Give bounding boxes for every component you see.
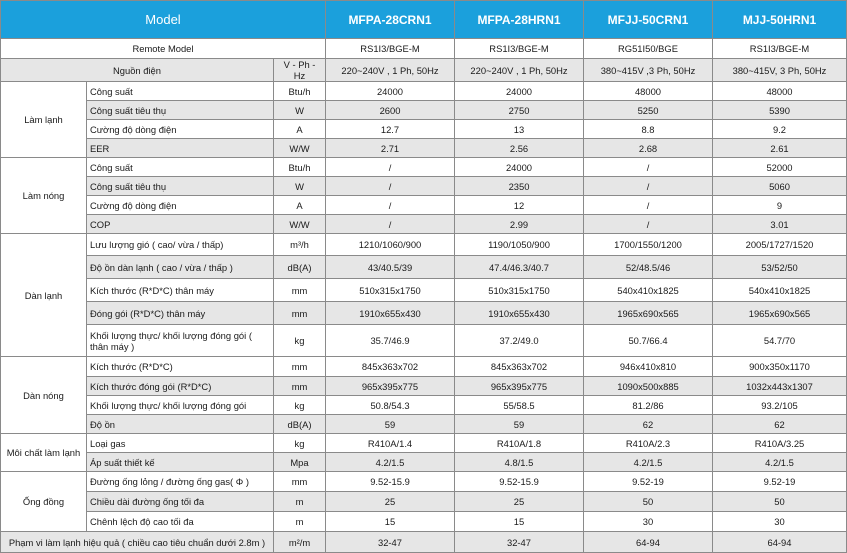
cell: 965x395x775 bbox=[326, 377, 455, 396]
cell: RS1I3/BGE-M bbox=[455, 39, 584, 59]
row-indoor-package bbox=[1, 302, 847, 325]
cell: 50 bbox=[713, 492, 847, 512]
cell: 540x410x1825 bbox=[713, 279, 847, 302]
cell: 900x350x1170 bbox=[713, 357, 847, 377]
unit: W bbox=[274, 101, 326, 120]
cell: 4.2/1.5 bbox=[584, 453, 713, 472]
cell: 13 bbox=[455, 120, 584, 139]
group-outdoor: Dàn nóng bbox=[1, 357, 87, 434]
cell: 946x410x810 bbox=[584, 357, 713, 377]
cell: 220~240V , 1 Ph, 50Hz bbox=[326, 59, 455, 82]
cell: 48000 bbox=[584, 82, 713, 101]
row-cooling-capacity bbox=[1, 82, 847, 101]
unit: m bbox=[274, 492, 326, 512]
row-label: Chiều dài đường ống tối đa bbox=[87, 492, 274, 512]
cell: 1190/1050/900 bbox=[455, 234, 584, 256]
row-label: Kích thước (R*D*C) bbox=[87, 357, 274, 377]
cell: 1210/1060/900 bbox=[326, 234, 455, 256]
cell: 54.7/70 bbox=[713, 325, 847, 357]
row-heating-cop bbox=[1, 215, 847, 234]
cell: 540x410x1825 bbox=[584, 279, 713, 302]
cell: RS1I3/BGE-M bbox=[326, 39, 455, 59]
unit: mm bbox=[274, 279, 326, 302]
model-3: MFJJ-50CRN1 bbox=[584, 1, 713, 39]
unit: Btu/h bbox=[274, 82, 326, 101]
cell: 2600 bbox=[326, 101, 455, 120]
cell: 9.52-19 bbox=[713, 472, 847, 492]
row-label: EER bbox=[87, 139, 274, 158]
row-heating-current bbox=[1, 196, 847, 215]
cell: 52/48.5/46 bbox=[584, 256, 713, 279]
cell: RG51I50/BGE bbox=[584, 39, 713, 59]
cell: 2.61 bbox=[713, 139, 847, 158]
cell: R410A/3.25 bbox=[713, 434, 847, 453]
row-label: Khối lượng thực/ khối lượng đóng gói ( thân máy ) bbox=[87, 325, 274, 357]
cell: 15 bbox=[455, 512, 584, 532]
unit: Btu/h bbox=[274, 158, 326, 177]
cell: 53/52/50 bbox=[713, 256, 847, 279]
unit: A bbox=[274, 120, 326, 139]
cell: 2.56 bbox=[455, 139, 584, 158]
group-indoor: Dàn lạnh bbox=[1, 234, 87, 357]
unit: V - Ph - Hz bbox=[274, 59, 326, 82]
cell: 62 bbox=[584, 415, 713, 434]
row-label: Độ ồn bbox=[87, 415, 274, 434]
cell: 9.2 bbox=[713, 120, 847, 139]
row-label: Đóng gói (R*D*C) thân máy bbox=[87, 302, 274, 325]
cell: 59 bbox=[455, 415, 584, 434]
cell: 47.4/46.3/40.7 bbox=[455, 256, 584, 279]
row-refrigerant-gas bbox=[1, 434, 847, 453]
row-cooling-eer bbox=[1, 139, 847, 158]
unit: W bbox=[274, 177, 326, 196]
remote-label: Remote Model bbox=[1, 39, 326, 59]
cell: 380~415V ,3 Ph, 50Hz bbox=[584, 59, 713, 82]
row-label: Công suất tiêu thụ bbox=[87, 177, 274, 196]
cell: 9.52-19 bbox=[584, 472, 713, 492]
model-4: MJJ-50HRN1 bbox=[713, 1, 847, 39]
cell: / bbox=[326, 158, 455, 177]
header-row bbox=[1, 1, 847, 39]
cell: / bbox=[584, 158, 713, 177]
row-indoor-noise bbox=[1, 256, 847, 279]
unit: mm bbox=[274, 472, 326, 492]
cell: 9 bbox=[713, 196, 847, 215]
cell: 2350 bbox=[455, 177, 584, 196]
cell: 4.8/1.5 bbox=[455, 453, 584, 472]
cell: 220~240V , 1 Ph, 50Hz bbox=[455, 59, 584, 82]
cell: 35.7/46.9 bbox=[326, 325, 455, 357]
cell: 43/40.5/39 bbox=[326, 256, 455, 279]
row-indoor-size bbox=[1, 279, 847, 302]
cell: 32-47 bbox=[326, 532, 455, 553]
unit: W/W bbox=[274, 139, 326, 158]
cell: 2750 bbox=[455, 101, 584, 120]
row-label: Chênh lệch độ cao tối đa bbox=[87, 512, 274, 532]
row-indoor-weight bbox=[1, 325, 847, 357]
cell: 50.7/66.4 bbox=[584, 325, 713, 357]
row-label: Cường độ dòng điện bbox=[87, 120, 274, 139]
unit: kg bbox=[274, 434, 326, 453]
row-label: Công suất bbox=[87, 82, 274, 101]
row-cooling-power bbox=[1, 101, 847, 120]
cell: 37.2/49.0 bbox=[455, 325, 584, 357]
row-label: Cường độ dòng điện bbox=[87, 196, 274, 215]
cell: / bbox=[326, 196, 455, 215]
row-piping-length bbox=[1, 492, 847, 512]
cell: R410A/1.4 bbox=[326, 434, 455, 453]
row-heating-power bbox=[1, 177, 847, 196]
cell: 50.8/54.3 bbox=[326, 396, 455, 415]
group-heating: Làm nóng bbox=[1, 158, 87, 234]
cell: 93.2/105 bbox=[713, 396, 847, 415]
cell: 32-47 bbox=[455, 532, 584, 553]
cell: RS1I3/BGE-M bbox=[713, 39, 847, 59]
cell: 1910x655x430 bbox=[455, 302, 584, 325]
row-refrigerant-pressure bbox=[1, 453, 847, 472]
row-label: COP bbox=[87, 215, 274, 234]
model-2: MFPA-28HRN1 bbox=[455, 1, 584, 39]
row-range bbox=[1, 532, 847, 553]
row-label: Công suất tiêu thụ bbox=[87, 101, 274, 120]
cell: 24000 bbox=[455, 82, 584, 101]
cell: 1700/1550/1200 bbox=[584, 234, 713, 256]
unit: mm bbox=[274, 357, 326, 377]
row-piping-diameter bbox=[1, 472, 847, 492]
model-1: MFPA-28CRN1 bbox=[326, 1, 455, 39]
cell: 55/58.5 bbox=[455, 396, 584, 415]
cell: 64-94 bbox=[713, 532, 847, 553]
cell: 1090x500x885 bbox=[584, 377, 713, 396]
cell: 380~415V, 3 Ph, 50Hz bbox=[713, 59, 847, 82]
power-label: Nguồn điện bbox=[1, 59, 274, 82]
cell: 59 bbox=[326, 415, 455, 434]
cell: 4.2/1.5 bbox=[713, 453, 847, 472]
unit: A bbox=[274, 196, 326, 215]
row-label: Đường ống lỏng / đường ống gas( Φ ) bbox=[87, 472, 274, 492]
row-label: Kích thước (R*D*C) thân máy bbox=[87, 279, 274, 302]
cell: 845x363x702 bbox=[326, 357, 455, 377]
model-label: Model bbox=[1, 1, 326, 39]
cell: / bbox=[326, 215, 455, 234]
cell: 25 bbox=[326, 492, 455, 512]
cell: 2.68 bbox=[584, 139, 713, 158]
cell: 5390 bbox=[713, 101, 847, 120]
cell: R410A/2.3 bbox=[584, 434, 713, 453]
cell: / bbox=[584, 196, 713, 215]
cell: 48000 bbox=[713, 82, 847, 101]
cell: 2.71 bbox=[326, 139, 455, 158]
cell: 510x315x1750 bbox=[455, 279, 584, 302]
group-cooling: Làm lạnh bbox=[1, 82, 87, 158]
cell: 3.01 bbox=[713, 215, 847, 234]
cell: R410A/1.8 bbox=[455, 434, 584, 453]
cell: 12 bbox=[455, 196, 584, 215]
range-label: Phạm vi làm lạnh hiệu quả ( chiều cao tiêu chuẩn dưới 2.8m ) bbox=[1, 532, 274, 553]
cell: 12.7 bbox=[326, 120, 455, 139]
group-piping: Ống đồng bbox=[1, 472, 87, 532]
cell: 24000 bbox=[455, 158, 584, 177]
row-label: Công suất bbox=[87, 158, 274, 177]
row-indoor-airflow bbox=[1, 234, 847, 256]
row-label: Lưu lượng gió ( cao/ vừa / thấp) bbox=[87, 234, 274, 256]
cell: 25 bbox=[455, 492, 584, 512]
row-label: Kích thước đóng gói (R*D*C) bbox=[87, 377, 274, 396]
row-power bbox=[1, 59, 847, 82]
unit: kg bbox=[274, 396, 326, 415]
cell: 30 bbox=[713, 512, 847, 532]
cell: 1965x690x565 bbox=[713, 302, 847, 325]
cell: 81.2/86 bbox=[584, 396, 713, 415]
group-refrigerant: Môi chất làm lạnh bbox=[1, 434, 87, 472]
cell: 30 bbox=[584, 512, 713, 532]
row-label: Độ ồn dàn lạnh ( cao / vừa / thấp ) bbox=[87, 256, 274, 279]
cell: 1910x655x430 bbox=[326, 302, 455, 325]
cell: 965x395x775 bbox=[455, 377, 584, 396]
row-heating-capacity bbox=[1, 158, 847, 177]
cell: 15 bbox=[326, 512, 455, 532]
unit: kg bbox=[274, 325, 326, 357]
row-outdoor-noise bbox=[1, 415, 847, 434]
cell: 9.52-15.9 bbox=[455, 472, 584, 492]
cell: 24000 bbox=[326, 82, 455, 101]
unit: mm bbox=[274, 302, 326, 325]
unit: W/W bbox=[274, 215, 326, 234]
row-outdoor-package bbox=[1, 377, 847, 396]
unit: Mpa bbox=[274, 453, 326, 472]
row-cooling-current bbox=[1, 120, 847, 139]
cell: 62 bbox=[713, 415, 847, 434]
unit: m²/m bbox=[274, 532, 326, 553]
unit: dB(A) bbox=[274, 256, 326, 279]
cell: 845x363x702 bbox=[455, 357, 584, 377]
row-piping-height bbox=[1, 512, 847, 532]
cell: 9.52-15.9 bbox=[326, 472, 455, 492]
cell: 50 bbox=[584, 492, 713, 512]
cell: 1965x690x565 bbox=[584, 302, 713, 325]
cell: 52000 bbox=[713, 158, 847, 177]
unit: mm bbox=[274, 377, 326, 396]
row-label: Áp suất thiết kế bbox=[87, 453, 274, 472]
cell: / bbox=[584, 177, 713, 196]
cell: 510x315x1750 bbox=[326, 279, 455, 302]
unit: m bbox=[274, 512, 326, 532]
cell: 2.99 bbox=[455, 215, 584, 234]
cell: 64-94 bbox=[584, 532, 713, 553]
row-remote bbox=[1, 39, 847, 59]
cell: / bbox=[584, 215, 713, 234]
cell: 5250 bbox=[584, 101, 713, 120]
row-label: Loại gas bbox=[87, 434, 274, 453]
cell: 4.2/1.5 bbox=[326, 453, 455, 472]
unit: dB(A) bbox=[274, 415, 326, 434]
row-outdoor-size bbox=[1, 357, 847, 377]
cell: 5060 bbox=[713, 177, 847, 196]
cell: 2005/1727/1520 bbox=[713, 234, 847, 256]
cell: / bbox=[326, 177, 455, 196]
row-label: Khối lượng thực/ khối lượng đóng gói bbox=[87, 396, 274, 415]
cell: 8.8 bbox=[584, 120, 713, 139]
row-outdoor-weight bbox=[1, 396, 847, 415]
cell: 1032x443x1307 bbox=[713, 377, 847, 396]
unit: m³/h bbox=[274, 234, 326, 256]
